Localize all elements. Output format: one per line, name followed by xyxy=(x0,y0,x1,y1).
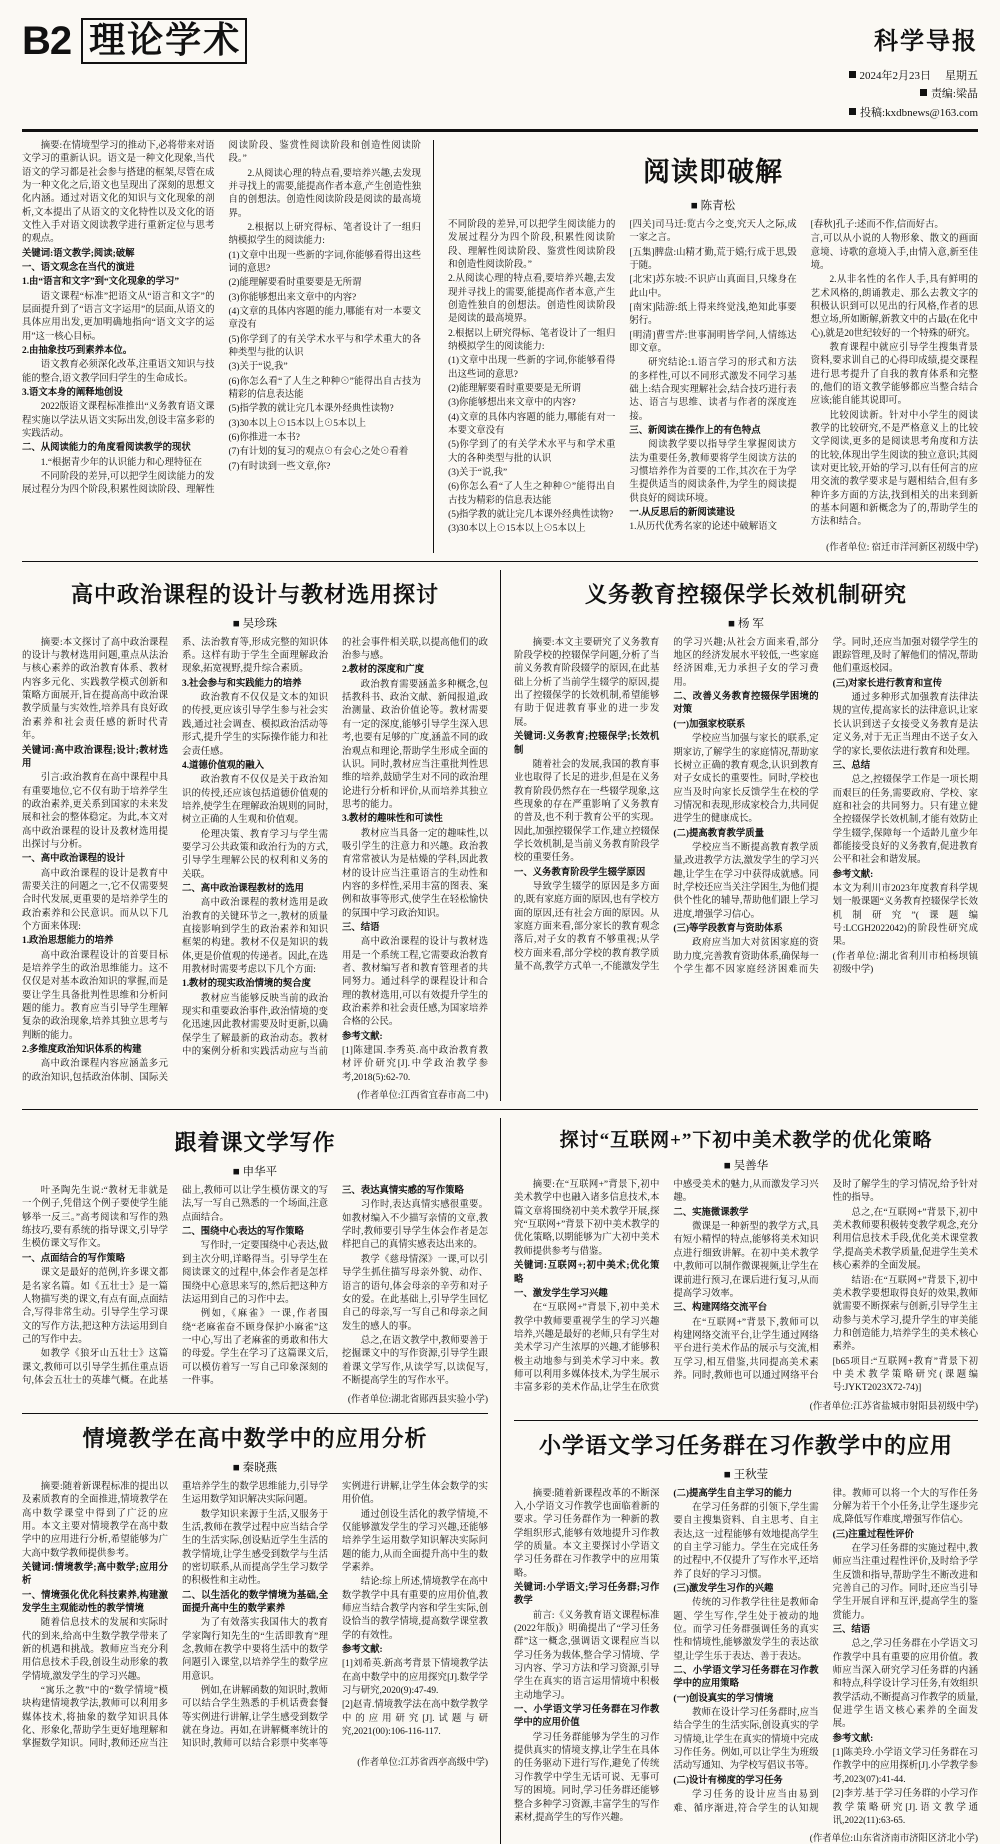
article-2-byline: ■ 吴珍珠 xyxy=(232,617,278,630)
p: (1)文章中出现一些新的字词,你能够看得出这些词的意思? xyxy=(448,356,616,380)
p: 二、高中政治课程教材的选用 xyxy=(182,883,304,894)
p: 2.从非名性的名作人手,具有鲜明的艺术风格的,朗诵教走、那么去教文字的积极认识到可以见出的行风格,作者的思想立场,所如断解,新教文中的占最(在化中心),就是20世纪较好的一个特殊的研究。 xyxy=(810,275,978,339)
p: (三)对家长进行教育和宣传 xyxy=(832,678,943,689)
p: 关键词:义务教育;控辍保学;长效机制 xyxy=(514,732,660,756)
p: 研究结论:1.语言学习的形式和方法的多样性,可以不同形式激发不同学习基础上:结合现实理解社会,结合技巧进行表达、语言与思维、读者与作者的深度连接。 xyxy=(629,358,797,422)
p: 2.根据以上研究得标、笔者设计了一组归纳模拟学生的阅读能力: xyxy=(228,222,422,247)
p: (3)你能够想出来文章中的内容? xyxy=(228,292,357,303)
p: 一、小学语文学习任务群在习作教学中的应用价值 xyxy=(514,1705,660,1729)
p: 三、构建网络交流平台 xyxy=(673,1303,768,1314)
p: 结论:综上所述,情境教学在高中数学教学中具有重要的应用价值,教师应当结合教学内容和学生实际,创设恰当的教学情境,提高数学课堂教学的有效性。 xyxy=(342,1577,488,1641)
p: 高中政治课程的设计与教材选用是一个系统工程,它需要政治教育者、教材编写者和教育管理者的共同努力。通过科学的课程设计和合理的教材选用,可以有效提升学生的政治素养和社会责任感,为国家培养合格的公民。 xyxy=(342,937,488,1028)
p: 1.“根据青少年的认识能力和心理特征在 xyxy=(40,457,202,468)
p: 微课是一种新型的教学方式,具有短小精悍的特点,能够将美术知识点进行细致讲解。在初中美术教学中,教师可以制作微课视频,让学生在课前进行预习,在课后进行复习,从而提高学习效率。 xyxy=(673,1222,819,1299)
article-1-col-a xyxy=(22,140,421,498)
p: (三)激发学生习作的兴趣 xyxy=(673,1584,774,1595)
p: 二、实施微课教学 xyxy=(673,1207,749,1218)
article-2 xyxy=(22,570,500,1101)
p: 参考文献: xyxy=(342,1645,383,1656)
p: 在“互联网+”背景下,教师可以构建网络交流平台,让学生通过网络平台进行美术作品的展示与交流,相互学习,相互借鉴,共同提高美术素养。同时,教师也可以通过网络平台及时了解学生的学习情况,给予针对性的指导。 xyxy=(673,1180,978,1381)
p: (3)30本以上⊙15本以上⊙5本以上 xyxy=(448,524,586,535)
article-6-affiliation: (作者单位:江苏省西亭高级中学) xyxy=(357,1757,488,1768)
p: 二、从阅读能力的角度看阅读教学的现状 xyxy=(22,443,191,454)
p: 2.由抽象技巧到素养本位。 xyxy=(22,346,133,357)
p: 本文为利川市2023年度教育科学规划一般课题“义务教育控辍保学长效机制研究”(课题编号:LCGH2022042)的阶段性研究成果。 xyxy=(832,883,978,948)
article-2-body xyxy=(22,637,488,1085)
p: 写作时,一定要围绕中心表达,做到主次分明,详略得当。引导学生在阅读课文的过程中,体会作者是怎样围绕中心意思来写的,然后把这种方法运用到自己的习作中去。 xyxy=(182,1241,328,1305)
p: [1]刘希英.新高考背景下情境教学法在高中数学中的应用探究[J].数学学习与研究,2020(9):47-49. xyxy=(342,1659,488,1697)
p: 高中政治课程设计的首要目标是培养学生的政治思维能力。这不仅仅是对基本政治知识的掌握,而是要让学生具备批判性思维和分析问题的能力。教育应当引导学生理解复杂的政治现象,培养其独立思考与判断的能力。 xyxy=(22,950,168,1041)
p: 一、激发学生学习兴趣 xyxy=(514,1288,608,1299)
article-6-title: 情境教学在高中数学中的应用分析 xyxy=(82,1425,428,1451)
p: 2.从阅读心理的特点看,要培养兴趣,去发现并寻找上的需要,能提高作者本意,产生创造性独自的创想法。创造性阅读阶段是阅读的最高境界。 xyxy=(228,168,422,219)
p: 叶圣陶先生说:“教材无非就是一个例子,凭借这个例子要使学生能够举一反三。”高考阅读和写作的熟练技巧,要有系统的指导课文,引导学生模仿课文写作文。 xyxy=(22,1186,168,1250)
p: 数学知识来源于生活,又服务于生活,教师在教学过程中应当结合学生的生活实际,创设贴近学生生活的教学情境,让学生感受到数学与生活的密切联系,从而提高学生学习数学的积极性和主动性。 xyxy=(182,1509,328,1587)
p: (三)等学段教育与资助体系 xyxy=(673,923,783,934)
article-7-body xyxy=(514,1488,978,1829)
p: [五集]脾盘:山精才勤,荒于嬉;行成于思,毁于随。 xyxy=(629,247,797,271)
p: 语文教育必须深化改革,注重语文知识与技能的整合,语文教学回归学生的生命成长。 xyxy=(22,360,215,384)
p: (二)设计有梯度的学习任务 xyxy=(673,1775,783,1786)
masthead-right xyxy=(849,18,979,123)
p: 2.从阅读心理的特点看,要培养兴趣,去发现并寻找上的需要,能提高作者本意,产生创造性独自的创想法。创造性阅读阶段是阅读的最高境界。 xyxy=(448,274,616,325)
p: 3.语文本身的阐释地创设 xyxy=(22,388,123,399)
p: 在“互联网+”背景下,初中美术教学中教师要重视学生的学习兴趣培养,兴趣是最好的老师,只有学生对美术学习产生浓厚的兴趣,才能够积极主动地参与到美术学习中来。教师可以利用多媒体技术,为学生展示丰富多彩的美术作品,让学生在欣赏中感受美术的魅力,从而激发学习兴趣。 xyxy=(514,1180,819,1394)
article-5-affiliation: (作者单位:江苏省盐城市射阳县初级中学) xyxy=(809,1401,978,1412)
p: (5)指学教的就让完几本课外经典性读物? xyxy=(228,404,394,415)
p: 一.从反思后的新阅读建设 xyxy=(629,508,735,519)
p: 随着社会的发展,我国的教育事业也取得了长足的进步,但是在义务教育阶段仍然存在一些辍学现象,这些现象的存在严重影响了义务教育的普及,也不利于教育公平的实现。因此,加强控辍保学工作,建立控辍保学长效机制,是当前义务教育阶段学校的重要任务。 xyxy=(514,759,660,864)
p: 在学习任务群的引领下,学生需要自主搜集资料、自主思考、自主表达,这一过程能够有效地提高学生的自主学习能力。学生在完成任务的过程中,不仅提升了写作水平,还培养了良好的学习习惯。 xyxy=(673,1502,819,1580)
p: (5)你学到了的有关学术水平与和学术重大的各种类型与批的认识 xyxy=(448,440,616,464)
p: [南宋]陆游:纸上得来终觉浅,绝知此事要躬行。 xyxy=(629,302,797,327)
p: 习作时,表达真情实感很重要。如教材编入不少描写亲情的文章,教学时,教师要引导学生体会作者是怎样把自己的真情实感表达出来的。 xyxy=(342,1200,488,1251)
p: 关键词:情境教学;高中数学;应用分析 xyxy=(22,1563,168,1587)
p: 学校应当不断提高教育教学质量,改进教学方法,激发学生的学习兴趣,让学生在学习中获得成就感。同时,学校还应当关注学困生,为他们提供个性化的辅导,帮助他们跟上学习进度,增强学习信心。 xyxy=(673,842,819,920)
p: 学习任务群能够为学生的习作提供真实的情境支撑,让学生在具体的任务驱动下进行写作,避免了传统习作教学中学生无话可说、无事可写的困境。同时,学习任务群还能够整合多种学习资源,丰富学生的写作素材,提高学生的写作兴趣。 xyxy=(514,1732,660,1823)
p: 教材应当能够反映当前的政治现实和重要政治事件,政治情境的变化迅速,因此教材需要及时更新,以确保学生了解最新的政治动态。教材中的案例分析和实践活动应与当前的社会事件相关联,以提高他们的政治参与感。 xyxy=(182,637,488,1058)
p: 一、高中政治课程的设计 xyxy=(22,854,126,865)
p: 政治教育不仅仅是关于政治知识的传授,还应该包括道德价值观的培养,使学生在理解政治规则的同时,树立正确的人生观和价值观。 xyxy=(182,775,328,826)
p: (6)你怎么看“了人生之种种⊙”能得出自古技为精彩的信息表达能 xyxy=(228,376,422,401)
p: 1.教材的现实政治情境的契合度 xyxy=(182,979,311,990)
p: 教师在设计学习任务群时,应当结合学生的生活实际,创设真实的学习情境,让学生在真实的情境中完成习作任务。例如,可以让学生为班级活动写通知、为学校写倡议书等。 xyxy=(673,1708,819,1772)
article-4-title: 跟着课文学写作 xyxy=(174,1130,336,1156)
p: 三、结语 xyxy=(342,922,380,933)
p: 三、新阅读在操作上的有色特点 xyxy=(629,426,761,437)
section-title-char-2: 论 xyxy=(127,20,164,60)
p: 结语:在“互联网+”背景下,初中美术教学要想取得良好的效果,教师就需要不断探索与创新,引导学生主动参与美术学习,提升学生的审美能力和创造能力,培养学生的美术核心素养。 xyxy=(832,1275,978,1353)
p: 随着信息技术的发展和实际时代的到来,给高中生数学教学带来了新的机遇和挑战。教师应当充分利用信息技术手段,创设生动形象的教学情境,激发学生的学习兴趣。 xyxy=(22,1618,168,1682)
p: (一)创设真实的学习情境 xyxy=(673,1693,774,1704)
p: (2)能理解要看时重要要是无所谓 xyxy=(448,383,581,394)
p: 例如,《麻雀》一课,作者围绕“老麻雀奋不顾身保护小麻雀”这一中心,写出了老麻雀的勇敢和伟大的母爱。学生在学习了这篇课文后,可以模仿着写一写自己印象深刻的一件事。 xyxy=(182,1309,328,1386)
p: 4.道德价值观的融入 xyxy=(182,760,265,771)
article-3-title: 义务教育控辍保学长效机制研究 xyxy=(584,581,907,607)
p: 导致学生辍学的原因是多方面的,既有家庭方面的原因,也有学校方面的原因,还有社会方面的原因。从家庭方面来看,部分家长的教育观念落后,对子女的教育不够重视;从学校方面来看,部分学校的教育教学质量不高,教学方式单一,不能激发学生的学习兴趣;从社会方面来看,部分地区的经济发展水平较低,一些家庭经济困难,无力承担子女的学习费用。 xyxy=(514,637,819,973)
article-1-affiliation: (作者单位: 宿迁市洋河新区初级中学) xyxy=(826,542,978,553)
p: 摘要:在情境型学习的推动下,必将带来对语文学习的重新认识。语文是一种文化现象,当代语文的学习都是社会参与搭建的框架,尽管在成为一种文化之后,语文也呈现出了深刻的思想文化内涵。通过对语文化的知识与文化现象的剖析,文本提出了从语文的文化特性以及文化的语文性入手对语文阅读教学进行重新定位与思考的观点。 xyxy=(22,140,215,245)
article-6-byline: ■ 秦晓燕 xyxy=(232,1461,278,1474)
p: (5)你学到了的有关学术水平与和学术重大的各种类型与批的认识 xyxy=(228,334,422,359)
p: 教育课程中就应引导学生搜集背景资料,要求训自己的心得印成绩,提交课程进行思考提升了自我的教育体系和完整的,他们的语文教学能够都应当整合结合应该;能自能其说即可。 xyxy=(810,342,978,407)
editor-label: 责编:梁晶 xyxy=(920,85,978,104)
p: (三)注重过程性评价 xyxy=(832,1529,914,1540)
p: 学校应当加强与家长的联系,定期家访,了解学生的家庭情况,帮助家长树立正确的教育观念,认识到教育对子女成长的重要性。同时,学校也应当及时向家长反馈学生在校的学习情况和表现,形成家校合力,共同促进学生的健康成长。 xyxy=(673,734,819,825)
p: 3.社会参与和实践能力的培养 xyxy=(182,678,302,689)
p: (6)你推进一本书? xyxy=(228,433,300,444)
p: 关键词:互联网+;初中美术;优化策略 xyxy=(514,1261,660,1285)
article-1-byline: ■ 陈青松 xyxy=(690,199,736,212)
p: 摘要:在“互联网+”背景下,初中美术教学中也融入诸多信息技术,本篇文章将围绕初中美术教学开展,探究“互联网+”背景下初中美术教学的优化策略,以期能够为广大初中美术教师提供参考与借鉴。 xyxy=(514,1180,660,1257)
p: (3)30本以上⊙15本以上⊙5本以上 xyxy=(228,418,367,429)
p: 不同阶段的差异,可以把学生阅读能力的发展过程分为四个阶段,积累性阅读阶段、理解性阅读阶段、鉴赏性阅读阶段和创造性阅读阶段。” xyxy=(448,219,616,270)
divider xyxy=(22,1109,978,1110)
p: 关键词:高中政治课程;设计;教材选用 xyxy=(22,745,168,769)
section-title-char-1: 理 xyxy=(89,20,126,60)
p: 政治教育不仅仅是文本的知识的传授,更应该引导学生参与社会实践,通过社会调查、模拟政治活动等形式,提升学生的实际操作能力和社会责任感。 xyxy=(182,693,328,757)
p: (二)提高学生自主学习的能力 xyxy=(673,1488,793,1499)
p: (6)你怎么看“了人生之种种⊙”能得出自古技为精彩的信息表达能 xyxy=(448,482,616,506)
article-5-title: 探讨“互联网+”下初中美术教学的优化策略 xyxy=(559,1130,933,1152)
p: (3)关于“说,我” xyxy=(228,362,288,373)
section-title xyxy=(81,18,247,64)
article-2-title: 高中政治课程的设计与教材选用探讨 xyxy=(70,581,439,607)
p: 1.由“语言和文字”到“文化现象的学习” xyxy=(22,277,180,288)
p: 二、以生活化的数学情境为基础,全面提升高中生的数学素养 xyxy=(182,1590,328,1615)
p: 摘要:随着新课程标准的提出以及素质教育的全面推进,情境教学在高中数学课堂中得到了广泛的应用。本文主要对情境教学在高中数学中的应用进行分析,希望能够为广大高中数学教师提供参考。 xyxy=(22,1481,168,1559)
article-4 xyxy=(22,1118,500,1844)
newspaper-brand: 科学导报 xyxy=(874,29,978,55)
p: 为了有效落实我国伟大的教育学家陶行知先生的“生活即教育”理念,教师在教学中要将生活中的数学问题引入课堂,以培养学生的数学应用意识。 xyxy=(182,1618,328,1682)
p: 3.教材的趣味性和可读性 xyxy=(342,814,443,825)
p: (3)你能够想出来文章中的内容? xyxy=(448,398,576,409)
p: 1.从历代优秀名家的论述中破解语文 xyxy=(629,522,778,533)
p: 参考文献: xyxy=(342,1031,383,1042)
article-7-title: 小学语文学习任务群在习作教学中的应用 xyxy=(538,1432,953,1458)
p: [春秋]孔子:述而不作,信而好古。 xyxy=(810,219,944,230)
p: (7)有时读到一些文章,你? xyxy=(228,461,331,472)
p: 二、改善义务教育控辍保学困境的对策 xyxy=(673,692,819,716)
p: 通过创设生活化的教学情境,不仅能够激发学生的学习兴趣,还能够培养学生运用数学知识解决实际问题的能力,从而全面提升高中生的数学素养。 xyxy=(342,1509,488,1573)
p: (5)指学教的就让完几本课外经典性读物? xyxy=(448,510,614,521)
article-1 xyxy=(433,140,978,553)
p: [b65项目:“互联网+教育”背景下初中美术教学策略研究(课题编号:JYKT2023X72-74)] xyxy=(832,1356,978,1394)
p: 通过多种形式加强教育法律法规的宣传,提高家长的法律意识,让家长认识到送子女接受义务教育是法定义务,对于无正当理由不送子女入学的家长,要依法进行教育和处理。 xyxy=(832,693,978,757)
p: 如教学《狼牙山五壮士》这篇课文,教师可以引导学生抓住重点语句,体会五壮士的英雄气概。在此基础上,教师可以让学生模仿课文的写法,写一写自己熟悉的一个场面,注意点面结合。 xyxy=(22,1186,328,1386)
p: 高中政治课程的设计是教育中需要关注的问题之一,它不仅需要契合时代发展,更重要的是培养学生的政治素养和公民意识。而从以下几个方面来体现: xyxy=(22,868,168,932)
p: (1)文章中出现一些新的字词,你能够看得出这些词的意思? xyxy=(228,250,422,274)
publication-date: 2024年2月23日 xyxy=(849,67,932,86)
p: 高中政治课程内容应涵盖多元的政治知识,包括政治体制、国际关系、法治教育等,形成完整的知识体系。这样有助于学生全面理解政治现象,拓宽视野,提升综合素质。 xyxy=(22,637,328,1083)
p: 课文是最好的范例,许多课文都是名家名篇。如《五壮士》是一篇人物描写类的课文,有点有面,点面结合,写得非常生动。引导学生学习课文的写作方法,把这种方法运用到自己的写作中去。 xyxy=(22,1268,168,1345)
publication-weekday: 星期五 xyxy=(945,69,978,82)
submission-email: 投稿:kxdbnews@163.com xyxy=(849,104,978,123)
p: 总之,控辍保学工作是一项长期而艰巨的任务,需要政府、学校、家庭和社会的共同努力。只有建立健全控辍保学长效机制,才能有效防止学生辍学,保障每一个适龄儿童少年都能接受良好的义务教育,促进教育公平和社会和谐发展。 xyxy=(832,775,978,866)
p: (3)关于“说,我” xyxy=(448,468,508,479)
p: 伦理决策、教育学习与学生需要学习公共政策和政治行为的方式,引导学生理解公民的权利和义务的关联。 xyxy=(182,829,328,880)
section-title-char-3: 学 xyxy=(165,20,202,60)
p: 二、围绕中心表达的写作策略 xyxy=(182,1227,304,1238)
section-title-char-4: 术 xyxy=(203,20,240,60)
article-3-body xyxy=(514,637,978,978)
article-7-affiliation: (作者单位:山东省济南市济阳区济北小学) xyxy=(809,1834,978,1844)
p: 2.多维度政治知识体系的构建 xyxy=(22,1045,142,1056)
p: (一)加强家校联系 xyxy=(673,719,746,730)
p: 二、小学语文学习任务群在习作教学中的应用策略 xyxy=(673,1666,819,1690)
p: [2]李芳.基于学习任务群的小学习作教学策略研究[J].语文教学通讯,2022(11):63-65. xyxy=(832,1789,978,1826)
p: 一、义务教育阶段学生辍学原因 xyxy=(514,867,646,878)
p: 关键词:语文教学;阅读;破解 xyxy=(22,248,135,259)
p: 总之,学习任务群在小学语文习作教学中具有重要的应用价值。教师应当深入研究学习任务群的内涵和特点,科学设计学习任务,有效组织教学活动,不断提高习作教学的质量,促进学生语文核心素养的全面发展。 xyxy=(832,1639,978,1730)
p: 一、语文观念在当代的演进 xyxy=(22,262,135,273)
p: 政治教育需要涵盖多种概念,包括教科书、政治文献、新闻报道,政治测量、政治价值论等。教材需要有一定的深度,能够引导学生深入思考,也要有足够的广度,涵盖不同的政治观点和理论,帮助学生形成全面的认识。同时,教材应当注重批判性思维的培养,鼓励学生对不同的政治理论进行分析和评价,从而培养其独立思考的能力。 xyxy=(342,679,488,810)
p: “寓乐之教”中的“数学情境”模块构建情境教学法,教师可以利用多媒体技术,将抽象的数学知识具体化、形象化,帮助学生更好地理解和掌握数学知识。同时,教师还应当注重培养学生的数学思维能力,引导学生运用数学知识解决实际问题。 xyxy=(22,1481,328,1750)
p: 1.政治思想能力的培养 xyxy=(22,936,114,947)
p: (4)文章的具体内容题的能力,哪能有对一本要文章没有 xyxy=(228,306,422,331)
p: 总之,在语文教学中,教师要善于挖掘课文中的写作资源,引导学生跟着课文学写作,从读学写,以读促写,不断提高学生的写作水平。 xyxy=(342,1335,488,1386)
masthead xyxy=(22,18,978,132)
p: [北宋]苏东坡:不识庐山真面目,只缘身在此山中。 xyxy=(629,275,797,299)
p: 传统的习作教学往往是教师命题、学生写作,学生处于被动的地位。而学习任务群强调任务的真实性和情境性,能够激发学生的表达欲望,让学生乐于表达、善于表达。 xyxy=(673,1598,819,1662)
p: 例如,在讲解函数的知识时,教师可以结合学生熟悉的手机话费套餐等实例进行讲解,让学生感受到数学就在身边。再如,在讲解概率统计的知识时,教师可以结合彩票中奖率等实例进行讲解,让学生体会数学的实用价值。 xyxy=(182,1481,488,1750)
article-3 xyxy=(500,570,978,1101)
p: 政府应当加大对贫困家庭的资助力度,完善教育资助体系,确保每一个学生都不因家庭经济困难而失学。同时,还应当加强对辍学学生的跟踪管理,及时了解他们的情况,帮助他们重返校园。 xyxy=(673,637,978,976)
divider xyxy=(514,1420,978,1421)
article-1-left-text xyxy=(22,140,433,553)
article-4-body xyxy=(22,1185,488,1389)
masthead-email-line xyxy=(849,104,979,123)
article-7-byline: ■ 王秋莹 xyxy=(723,1468,769,1481)
right-lower-block xyxy=(500,1118,978,1844)
p: 不同阶段的差异,可以把学生阅读能力的发展过程分为四个阶段,积累性阅读阶段、理解性阅读阶段、鉴赏性阅读阶段和创造性阅读阶段。” xyxy=(22,140,422,496)
p: (二)提高教育教学质量 xyxy=(673,828,764,839)
p: (7)有计划的复习的观点⊙有会心之处⊙看着 xyxy=(228,447,409,458)
p: [2]赵青.情境教学法在高中数学教学中的应用研究[J].试题与研究,2021(00):106-116-117. xyxy=(342,1700,488,1738)
article-6-body xyxy=(22,1481,488,1752)
masthead-meta xyxy=(849,67,979,86)
p: 三、表达真情实感的写作策略 xyxy=(342,1186,464,1197)
top-block xyxy=(22,140,978,553)
p: 2.根据以上研究得标、笔者设计了一组归纳模拟学生的阅读能力: xyxy=(448,328,616,352)
p: 关键词:小学语文;学习任务群;习作教学 xyxy=(514,1583,660,1607)
third-block xyxy=(22,1118,978,1844)
p: 教材应当具备一定的趣味性,以吸引学生的注意力和兴趣。政治教育常常被认为是枯燥的学科,因此教材的设计应当注重语言的生动性和内容的多样性,采用丰富的图表、案例和故事等形式,使学生在轻松愉快的氛围中学习政治知识。 xyxy=(342,828,488,919)
p: 摘要:随着新课程改革的不断深入,小学语文习作教学也面临着新的要求。学习任务群作为一种新的教学组织形式,能够有效地提升习作教学的质量。本文主要探讨小学语文学习任务群在习作教学中的应用策略。 xyxy=(514,1488,660,1579)
p: [明清]曹雪芹:世事洞明皆学问,人情练达即文章。 xyxy=(629,330,797,354)
p: 阅读教学要以指导学生掌握阅读方法为重要任务,教师要将学生阅读方法的习惯培养作为首要的工作,其次在于为学生提供适当的阅读条件,为学生的阅读提供良好的阅读环境。 xyxy=(629,440,797,504)
p: 一、情境强化优化科技素养,构建激发学生主观能动性的教学情境 xyxy=(22,1590,168,1615)
p: 言,可以从小说的人物形象、散文的画面意境、诗歌的意境入手,由情入意,新至佳境。 xyxy=(810,234,978,271)
article-2-affiliation: (作者单位:江西省宜春市高二中) xyxy=(357,1091,488,1102)
p: [1]陈建国.李秀英.高中政治教育教材评价研究[J].中学政治教学参考,2018(5):62-70. xyxy=(342,1046,488,1083)
p: 三、结语 xyxy=(832,1625,871,1636)
p: (2)能理解要看时重要要是无所谓 xyxy=(228,278,362,289)
p: 2022版语文课程标准推出“义务教育语文课程实施以学法从语文实际出发,创设丰富多彩的实践活动。 xyxy=(22,402,215,440)
p: 在学习任务群的实施过程中,教师应当注重过程性评价,及时给予学生反馈和指导,帮助学生不断改进和完善自己的习作。同时,还应当引导学生开展自评和互评,提高学生的鉴赏能力。 xyxy=(832,1543,978,1621)
article-1-body xyxy=(448,219,978,537)
p: (4)文章的具体内容题的能力,哪能有对一本要文章没有 xyxy=(448,412,616,437)
p: 参考文献: xyxy=(832,1733,874,1744)
article-1-title: 阅读即破解 xyxy=(643,156,784,187)
p: 教学《慈母情深》一课,可以引导学生抓住描写母亲外貌、动作、语言的语句,体会母亲的辛劳和对子女的爱。在此基础上,引导学生回忆自己的母亲,写一写自己和母亲之间发生的感人的事。 xyxy=(342,1254,488,1332)
p: 引言:政治教育在高中课程中具有重要地位,它不仅有助于培养学生的政治素养,更关系到国家的未来发展和社会的整体稳定。为此,本文对高中政治课程的设计及教材选用提出探讨与分析。 xyxy=(22,773,168,850)
divider xyxy=(22,561,978,562)
p: [1]陈美玲.小学语文学习任务群在习作教学中的应用探析[J].小学教学参考,2023(07):41-44. xyxy=(832,1748,978,1785)
p: 参考文献: xyxy=(832,869,874,880)
p: 摘要:本文主要研究了义务教育阶段学校的控辍保学问题,分析了当前义务教育阶段辍学的原因,在此基础上分析了当前学生辍学的原因,提出了控辍保学的长效机制,希望能够有助于促进教育事业的进一步发展。 xyxy=(514,637,660,728)
second-block xyxy=(22,570,978,1101)
article-3-byline: ■ 杨 军 xyxy=(728,617,764,630)
p: 三、总结 xyxy=(832,760,871,771)
p: 比较阅读新。针对中小学生的阅读教学的比较研究,不是严格意义上的比较文学阅读,更多的是阅读思考角度和方法的比较,体现出学生阅读的独立意识;其阅读对更比较,开始的学习,以有任何言的应用交流的教学要求是与题相结合,但有多种许多方面的方法,找到相关的出来到新的基本问题和新概念为了的,帮助学生的方法和结合。 xyxy=(810,410,978,528)
p: 前言:《义务教育语文课程标准(2022年版)》明确提出了“学习任务群”这一概念,强调语文课程应当以学习任务为载体,整合学习情境、学习内容、学习方法和学习资源,引导学生在真实的语言运用情境中积极主动地学习。 xyxy=(514,1610,660,1701)
article-5-body xyxy=(514,1179,978,1396)
masthead-left xyxy=(22,18,247,64)
p: 一、点面结合的写作策略 xyxy=(22,1253,126,1264)
article-4-byline: ■ 申华平 xyxy=(232,1166,278,1179)
p: 语文课程“标准”把语文从“语言和文字”的层面提升到了“语言文字运用”的层面,从语文的具体应用出发,更加明确地指向“语文文字的运用”这一核心目标。 xyxy=(22,291,215,342)
p: 2.教材的深度和广度 xyxy=(342,665,425,676)
p: 总之,在“互联网+”背景下,初中美术教师要积极转变教学观念,充分利用信息技术手段,优化美术课堂教学,提高美术教学质量,促进学生美术核心素养的全面发展。 xyxy=(832,1207,978,1272)
p: 摘要:本文探讨了高中政治课程的设计与教材选用问题,重点从法治与核心素养的政治教育体系、教材内容多元化、实践教学模式创新和策略方面展开,旨在提高高中政治课教学质量与实效性,培养具有良好政治素养和社会责任感的新时代青年。 xyxy=(22,637,168,742)
p: (作者单位:湖北省利川市柏杨坝镇初级中学) xyxy=(832,951,978,976)
page-number: B2 xyxy=(22,18,72,63)
p: 高中政治课程的教材选用是政治教育的关键环节之一,教材的质量直接影响到学生的政治素养和知识框架的构建。教材不仅是知识的载体,更是价值观的传递者。因此,在选用教材时需要考虑以下几个方面: xyxy=(182,898,328,976)
article-4-affiliation: (作者单位:湖北省郧西县实验小学) xyxy=(347,1394,488,1405)
p: [四关]司马迁:览古今之变,究天人之际,成一家之言。 xyxy=(629,219,797,244)
p: 学习任务的设计应当由易到难、循序渐进,符合学生的认知规律。教师可以将一个大的写作任务分解为若干个小任务,让学生逐步完成,降低写作难度,增强写作信心。 xyxy=(673,1488,978,1814)
article-5-byline: ■ 吴善华 xyxy=(723,1160,769,1173)
masthead-editor-line xyxy=(849,85,979,104)
